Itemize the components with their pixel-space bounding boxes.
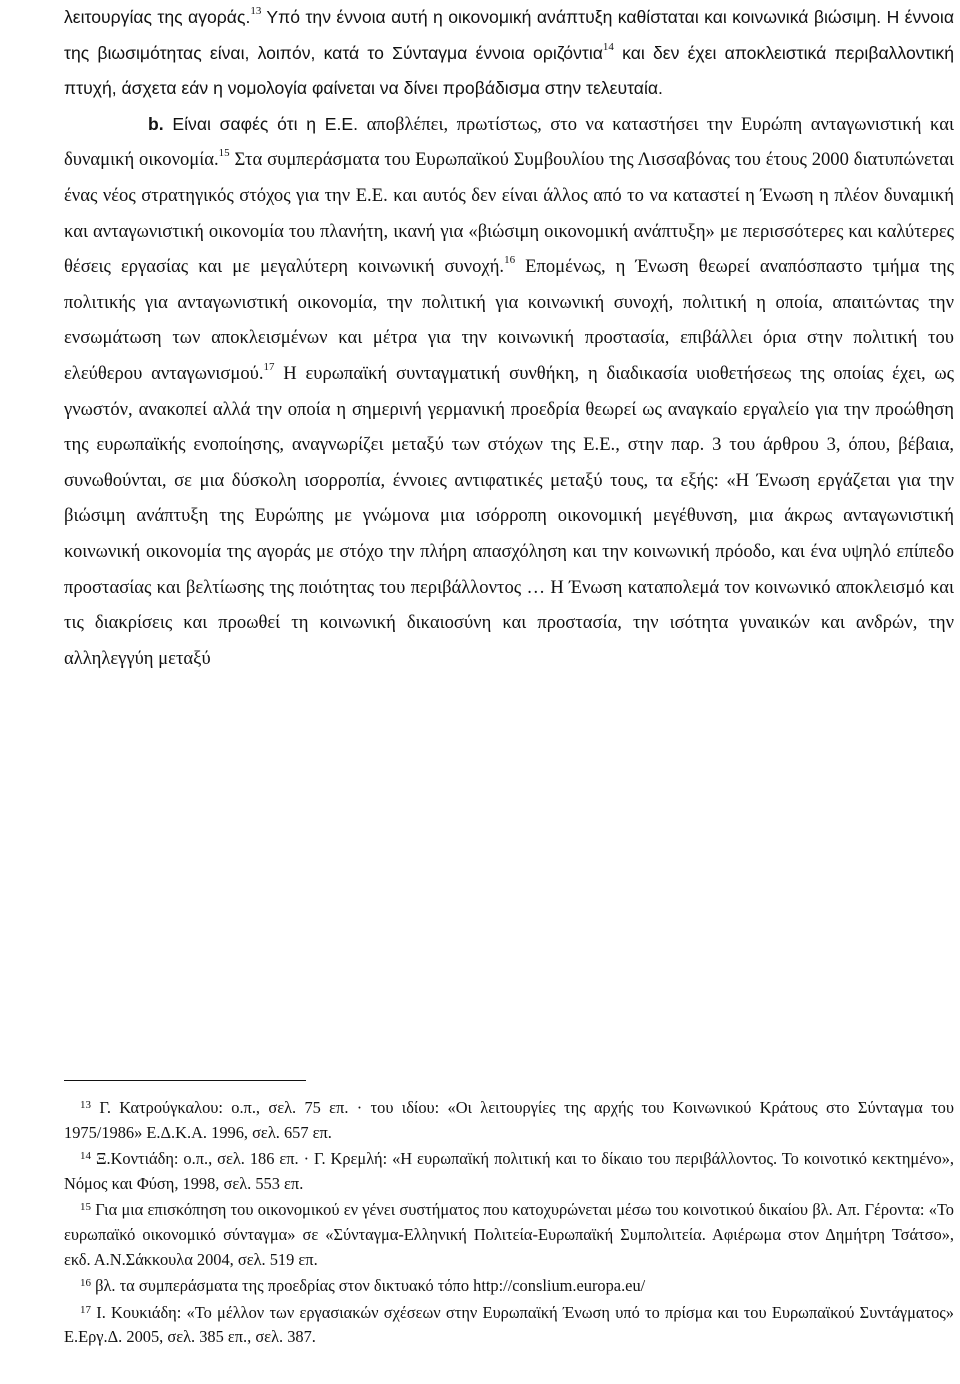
paragraph-2-part-b: αποβλέπει, πρωτίστως, στο να καταστήσει την Ευρώπη ανταγωνιστική και δυναμική οικονομία. (64, 113, 954, 171)
paragraph-1-part-c: και δεν έχει αποκλειστικά περιβαλλοντική πτυχή, άσχετα εάν η νομολογία φαίνεται να δίνει προβάδισμα στην τελευταία. (64, 42, 954, 99)
paragraph-2 (64, 107, 954, 677)
paragraph-2-part-e: Η ευρωπαϊκή συνταγματική συνθήκη, η διαδικασία υιοθετήσεως της οποίας έχει, ως γνωστόν, ανακοπεί αλλά την οποία η σημερινή γερμανική προεδρία θεωρεί ως αναγκαίο εργαλείο για την προώθηση της ευρωπαϊκής ενοποίησης, αναγνωρίζει μεταξύ των στόχων της Ε.Ε., στην παρ. 3 του άρθρου 3, όπου, βέβαια, συνωθούνται, σε μια δύσκολη ισορροπία, έννοιες αντιφατικές μεταξύ τους, τα εξής: «Η Ένωση εργάζεται για την βιώσιμη ανάπτυξη της Ευρώπης με γνώμονα μια ισόρροπη οικονομική μεγέθυνση, μια άκρως ανταγωνιστική κοινωνική οικονομία της αγοράς με στόχο την πλήρη απασχόληση και την κοινωνική πρόοδο, και ένα υψηλό επίπεδο προστασίας και βελτίωσης της ποιότητας του περιβάλλοντος … Η Ένωση καταπολεμά τον κοινωνικό αποκλεισμό και τις διακρίσεις και προωθεί τη κοινωνική δικαιοσύνη και προστασία, την ισότητα γυναικών και ανδρών, την αλληλεγγύη μεταξύ (64, 362, 954, 669)
footnote-text: Γ. Κατρούγκαλου: ο.π., σελ. 75 επ. · του ιδίου: «Οι λειτουργίες της αρχής του Κοινωνικού Κράτους στο Σύνταγμα του 1975/1986» Ε.Δ.Κ.Α. 1996, σελ. 657 επ. (64, 1098, 954, 1142)
footnotes (64, 1096, 954, 1352)
footnote-15 (64, 1198, 954, 1272)
footnote-separator (64, 1080, 306, 1081)
footnote-text: βλ. τα συμπεράσματα της προεδρίας στον δικτυακό τόπο http://conslium.europa.eu/ (95, 1276, 646, 1296)
footnote-ref-13[interactable]: 13 (250, 5, 262, 17)
footnote-number: 17 (80, 1303, 91, 1316)
footnote-ref-14[interactable]: 14 (602, 40, 614, 53)
document-page (64, 0, 954, 676)
body-text (64, 0, 954, 676)
footnote-17 (64, 1301, 954, 1350)
footnote-text: Ξ.Κοντιάδη: ο.π., σελ. 186 επ. · Γ. Κρεμλή: «Η ευρωπαϊκή πολιτική και το δίκαιο του περιβάλλοντος. Το κοινοτικό κεκτημένο», Νόμος και Φύση, 1998, σελ. 553 επ. (64, 1149, 954, 1193)
paragraph-2-part-a: Είναι σαφές ότι η Ε.Ε. (163, 113, 359, 134)
paragraph-1-part-b: Υπό την έννοια αυτή η οικονομική ανάπτυξη καθίσταται και κοινωνικά βιώσιμη. Η έννοια της βιωσιμότητας είναι, λοιπόν, κατά το Σύνταγμα έννοια οριζόντια (64, 7, 954, 63)
footnote-number: 16 (80, 1277, 91, 1290)
paragraph-2-part-d: Επομένως, η Ένωση θεωρεί αναπόσπαστο τμήμα της πολιτικής για ανταγωνιστική οικονομία, την πολιτική για κοινωνική συνοχή, πολιτική η οποία, απαιτώντας την ενσωμάτωση των αποκλεισμένων και μέτρα για την κοινωνική προστασία, επιβάλλει όρια στην πολιτική του ελεύθερου ανταγωνισμού. (64, 256, 954, 384)
footnote-number: 14 (80, 1150, 91, 1163)
footnote-13 (64, 1096, 954, 1145)
footnote-ref-17[interactable]: 17 (263, 360, 275, 373)
footnote-ref-16[interactable]: 16 (504, 254, 516, 267)
footnote-text: Για μια επισκόπηση του οικονομικού εν γένει συστήματος που κατοχυρώνεται μέσω του κοινοτικού δικαίου βλ. Απ. Γέροντα: «Το ευρωπαϊκό οικονομικό σύνταγμα» σε «Σύνταγμα-Ελληνική Πολιτεία-Ευρωπαϊκή Συμπολιτεία. Αφιέρωμα στον Δημήτρη Τσάτσο», εκδ. Α.Ν.Σάκκουλα 2004, σελ. 519 επ. (64, 1200, 954, 1269)
paragraph-2-part-c: Στα συμπεράσματα του Ευρωπαϊκού Συμβουλίου της Λισσαβόνας του έτους 2000 διατυπώνεται ένας νέος στρατηγικός στόχος για την Ε.Ε. και αυτός δεν είναι άλλος από το να καταστεί η Ένωση η πλέον δυναμική και ανταγωνιστική οικονομία του πλανήτη, ικανή για «βιώσιμη οικονομική ανάπτυξη» με περισσότερες και καλύτερες θέσεις εργασίας και με μεγαλύτερη κοινωνική συνοχή. (64, 149, 955, 278)
section-label: b. (148, 113, 164, 134)
footnote-text: Ι. Κουκιάδη: «Το μέλλον των εργασιακών σχέσεων στην Ευρωπαϊκή Ένωση υπό το πρίσμα και του Ευρωπαϊκού Συντάγματος» Ε.Εργ.Δ. 2005, σελ. 385 επ., σελ. 387. (64, 1302, 954, 1347)
footnote-number: 15 (80, 1201, 91, 1214)
paragraph-1-part-a: λειτουργίας της αγοράς. (64, 7, 251, 27)
footnote-ref-15[interactable]: 15 (218, 147, 230, 160)
footnote-14 (64, 1147, 954, 1196)
paragraph-1 (64, 0, 954, 107)
footnote-number: 13 (80, 1099, 91, 1111)
footnote-16 (64, 1274, 954, 1299)
